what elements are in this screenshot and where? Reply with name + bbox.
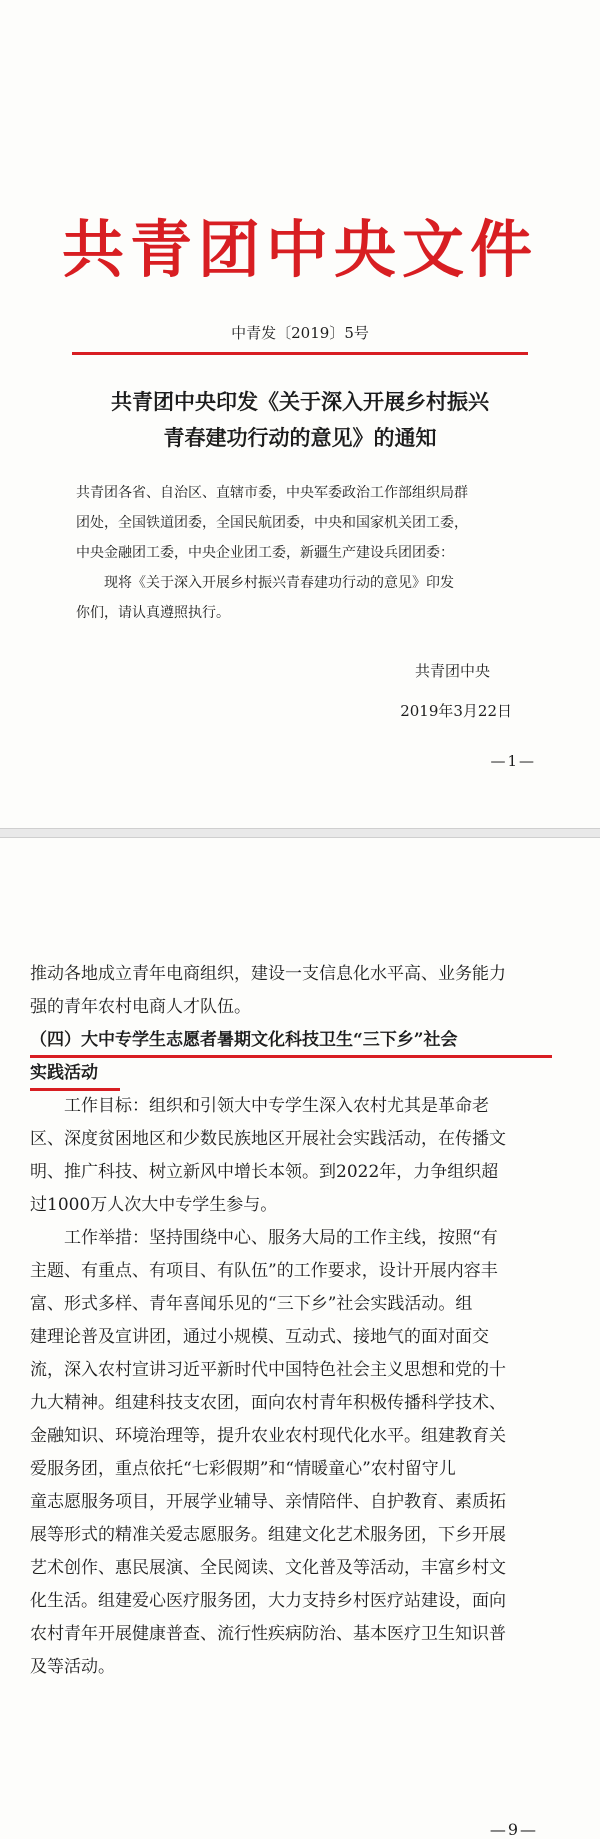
measure-line: 及等活动。 — [30, 1657, 115, 1677]
document-page-1 — [0, 0, 600, 828]
page-number-9: —9— — [489, 1820, 538, 1839]
work-goal-paragraph — [30, 1090, 562, 1222]
paragraph-line: 强的青年农村电商人才队伍。 — [30, 997, 251, 1017]
measure-line: 主题、有重点、有项目、有队伍”的工作要求，设计开展内容丰 — [30, 1261, 498, 1281]
notice-body — [76, 478, 536, 628]
measure-line: 流，深入农村宣讲习近平新时代中国特色社会主义思想和党的十 — [30, 1360, 506, 1380]
title-line-1: 共青团中央印发《关于深入开展乡村振兴 — [111, 389, 489, 414]
measure-line: 展等形式的精准关爱志愿服务。组建文化艺术服务团，下乡开展 — [30, 1525, 506, 1545]
addressees-line-1: 共青团各省、自治区、直辖市委，中央军委政治工作部组织局群 — [76, 485, 468, 501]
red-underline-heading-2 — [30, 1088, 120, 1091]
measure-line: 爱服务团，重点依托“七彩假期”和“情暖童心”农村留守儿 — [30, 1459, 456, 1479]
measure-line: 金融知识、环境治理等，提升农业农村现代化水平。组建教育关 — [30, 1426, 506, 1446]
addressees-line-2: 团处，全国铁道团委，全国民航团委，中央和国家机关团工委， — [76, 515, 468, 531]
measure-line: 化生活。组建爱心医疗服务团，大力支持乡村医疗站建设，面向 — [30, 1591, 506, 1611]
paragraph-line: 推动各地成立青年电商组织，建设一支信息化水平高、业务能力 — [30, 964, 506, 984]
goal-line: 过1000万人次大中专学生参与。 — [30, 1195, 278, 1215]
measure-line: 童志愿服务项目，开展学业辅导、亲情陪伴、自护教育、素质拓 — [30, 1492, 506, 1512]
red-underline-heading-1 — [30, 1055, 552, 1058]
document-masthead: 共青团中央文件 — [61, 213, 538, 286]
section-heading-line-2: 实践活动 — [30, 1063, 98, 1083]
notice-title — [60, 384, 540, 456]
measure-line: 富、形式多样、青年喜闻乐见的“三下乡”社会实践活动。组 — [30, 1294, 473, 1314]
measure-line: 工作举措：坚持围绕中心、服务大局的工作主线，按照“有 — [64, 1228, 498, 1248]
measure-line: 艺术创作、惠民展演、全民阅读、文化普及等活动，丰富乡村文 — [30, 1558, 506, 1578]
issuer-signature: 共青团中央 — [414, 662, 490, 680]
measure-line: 农村青年开展健康普查、流行性疾病防治、基本医疗卫生知识普 — [30, 1624, 506, 1644]
measure-line: 九大精神。组建科技支农团，面向农村青年积极传播科学技术、 — [30, 1393, 506, 1413]
goal-line: 区、深度贫困地区和少数民族地区开展社会实践活动，在传播文 — [30, 1129, 506, 1149]
addressees-line-3: 中央金融团工委，中央企业团工委，新疆生产建设兵团团委： — [76, 545, 454, 561]
goal-line: 工作目标：组织和引领大中专学生深入农村尤其是革命老 — [64, 1096, 489, 1116]
section-heading-line-1: （四）大中专学生志愿者暑期文化科技卫生“三下乡”社会 — [30, 1030, 458, 1050]
measure-line: 建理论普及宣讲团，通过小规模、互动式、接地气的面对面交 — [30, 1327, 489, 1347]
page-9-body — [30, 958, 562, 1684]
page-separator — [0, 828, 600, 838]
document-page-9 — [0, 838, 600, 1839]
document-number: 中青发〔2019〕5号 — [231, 324, 369, 342]
red-divider-line — [72, 352, 528, 355]
body-line-2: 你们，请认真遵照执行。 — [76, 605, 230, 621]
goal-line: 明、推广科技、树立新风中增长本领。到2022年，力争组织超 — [30, 1162, 499, 1182]
issue-date: 2019年3月22日 — [400, 702, 512, 720]
page-number-1: —1— — [490, 752, 536, 770]
body-line-1: 现将《关于深入开展乡村振兴青春建功行动的意见》印发 — [104, 575, 454, 591]
work-measures-paragraph — [30, 1222, 562, 1684]
title-line-2: 青春建功行动的意见》的通知 — [163, 425, 437, 450]
